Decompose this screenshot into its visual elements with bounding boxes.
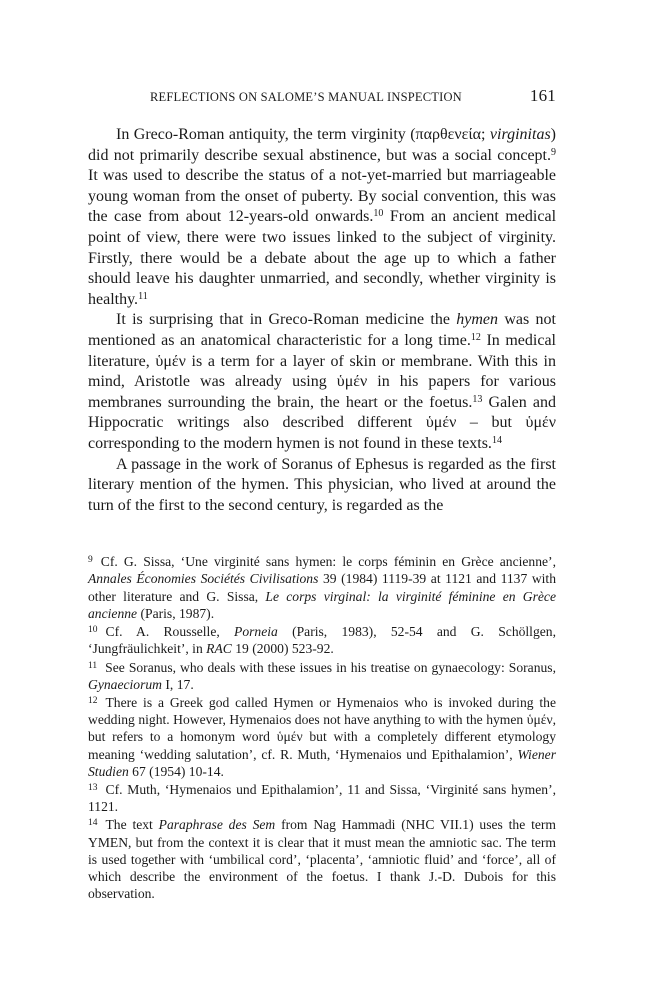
- paragraph-3: A passage in the work of Soranus of Ephesus is regarded as the first literary mention of the hymen. This physician, who lived at around the turn of the first to the second century, is regarded as the: [88, 455, 556, 514]
- footnote-11: $^{11}$ See Soranus, who deals with these issues in his treatise on gynaecology: Soranus, Gynaeciorum I, 17.: [88, 659, 556, 692]
- footnote-ref-12[interactable]: 12: [470, 331, 481, 343]
- footnote-ref-13[interactable]: 13: [472, 393, 483, 405]
- footnotes: [88, 552, 556, 902]
- running-title: REFLECTIONS ON SALOME’S MANUAL INSPECTION: [150, 90, 462, 104]
- footnote-14: $^{14}$ The text Paraphrase des Sem from Nag Hammadi (NHC VII.1) uses the term YMEN, but from the context it is clear that it must mean the amniotic sac. The term is used together with ‘umbilical cord’, ‘placenta’, ‘amniotic fluid’ and ‘force’, all of which describe the environment of the foetus. I thank J.-D. Dubois for this observation.: [88, 817, 556, 902]
- footnote-ref-14[interactable]: 14: [491, 434, 502, 446]
- footnote-ref-10[interactable]: 10: [373, 208, 384, 220]
- book-page: [88, 84, 556, 902]
- footnote-ref-9[interactable]: 9: [551, 146, 556, 158]
- paragraph-1: In Greco-Roman antiquity, the term virginity (παρθενεία; virginitas) did not primarily describe sexual abstinence, but was a social concept.$^9$ It was used to describe the status of a not-yet-married but marriageable young woman from the onset of puberty. By social convention, this was the case from about 12-years-old onwards.$^{10}$ From an ancient medical point of view, there were two issues linked to the subject of virginity. Firstly, there would be a debate about the age up to which a father should leave his daughter unmarried, and secondly, whether virginity is healthy.$^{11}$: [88, 126, 557, 308]
- running-head: [88, 84, 556, 112]
- footnote-13: $^{13}$ Cf. Muth, ‘Hymenaios und Epithalamion’, 11 and Sissa, ‘Virginité sans hymen’, 1121.: [88, 781, 556, 815]
- footnote-10: $^{10}$ Cf. A. Rousselle, Porneia (Paris, 1983), 52-54 and G. Schöllgen, ‘Jungfräulichkeit’, in RAC 19 (2000) 523-92.: [88, 624, 556, 657]
- footnote-9: $^9$ Cf. G. Sissa, ‘Une virginité sans hymen: le corps féminin en Grèce ancienne’, Annales Économies Sociétés Civilisations 39 (1984) 1119-39 at 1121 and 1137 with other literature and G. Sissa, Le corps virginal: la virginité féminine en Grèce ancienne (Paris, 1987).: [88, 554, 557, 621]
- footnote-12: $^{12}$ There is a Greek god called Hymen or Hymenaios who is invoked during the wedding night. However, Hymenaios does not have anything to with the hymen ὑμέν, but refers to a homonym word ὑμέν but with a completely different etymology meaning ‘wedding salutation’, cf. R. Muth, ‘Hymenaios und Epithalamion’, Wiener Studien 67 (1954) 10-14.: [88, 694, 556, 779]
- footnote-ref-11[interactable]: 11: [138, 290, 148, 302]
- page-number: 161: [529, 86, 556, 105]
- paragraph-2: It is surprising that in Greco-Roman medicine the hymen was not mentioned as an anatomical characteristic for a long time.$^{12}$ In medical literature, ὑμέν is a term for a layer of skin or membrane. With this in mind, Aristotle was already using ὑμέν in his papers for various membranes surrounding the brain, the heart or the foetus.$^{13}$ Galen and Hippocratic writings also described different ὑμέν – but ὑμέν corresponding to the modern hymen is not found in these texts.$^{14}$: [88, 311, 557, 452]
- main-text: [88, 125, 556, 516]
